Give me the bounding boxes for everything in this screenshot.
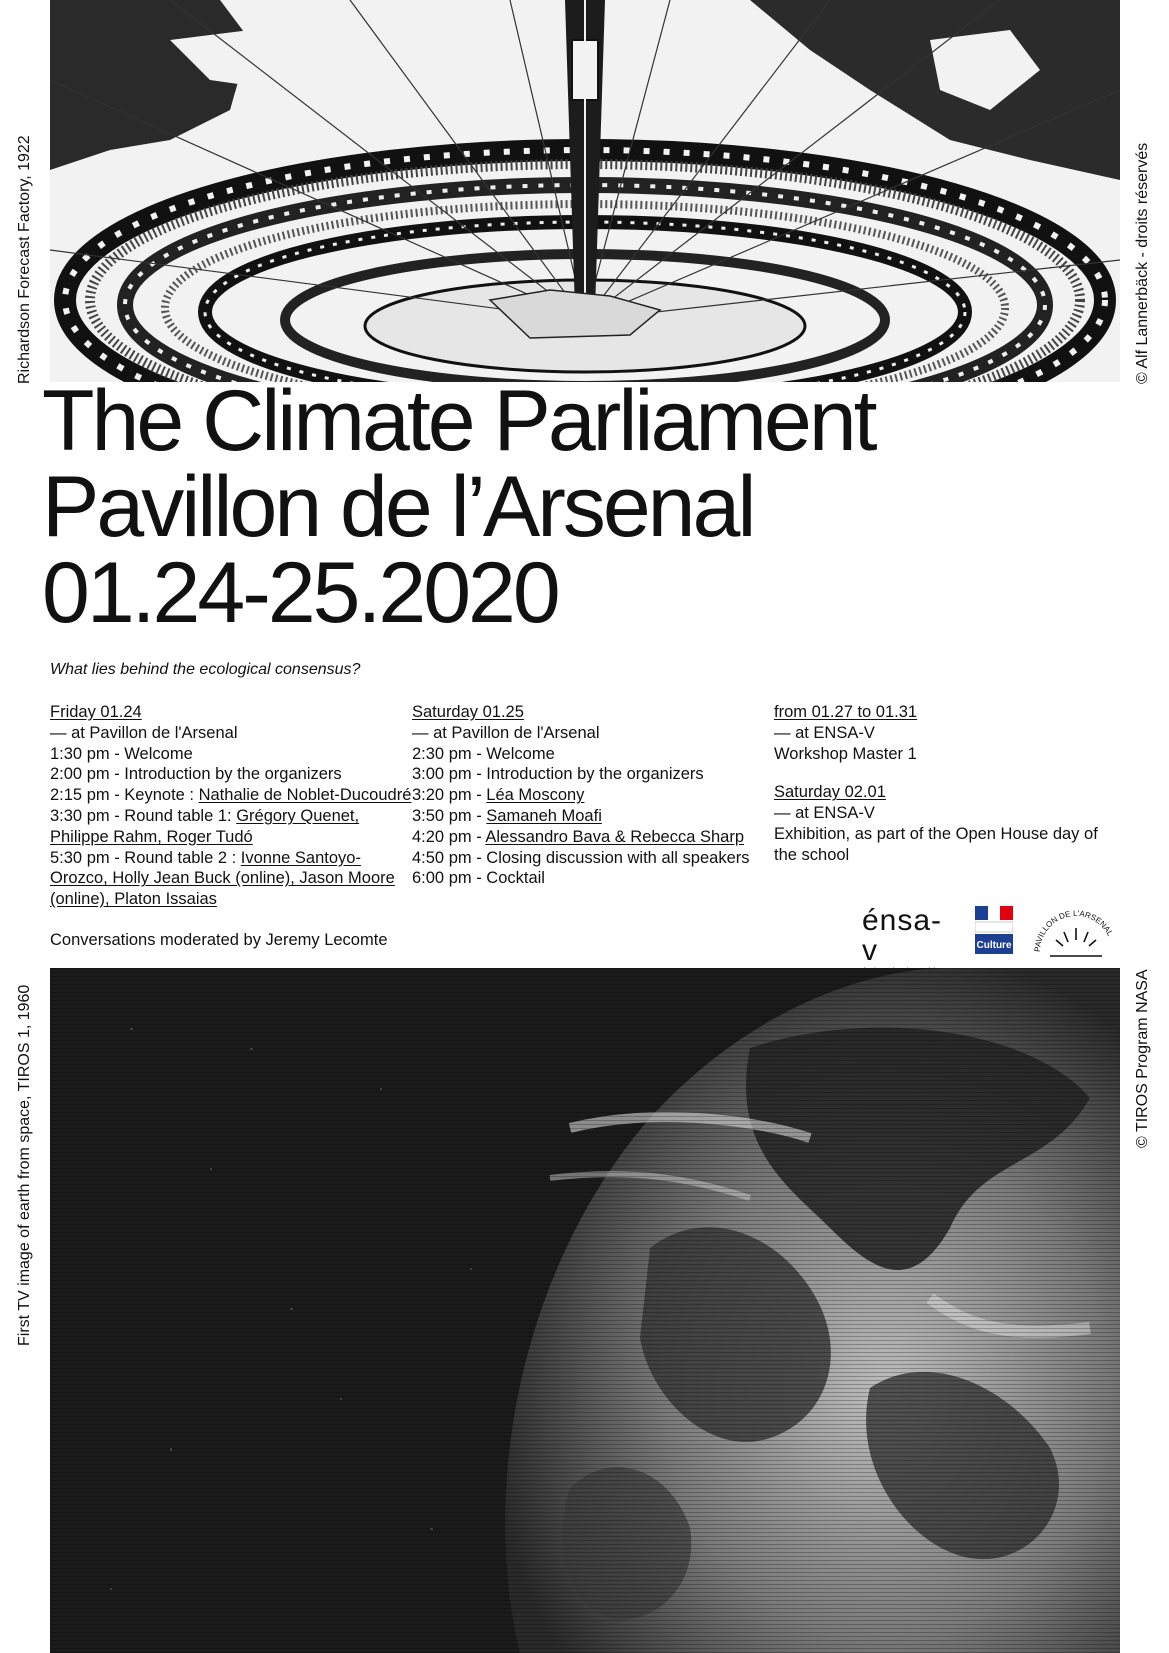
s3-speaker: Alessandro Bava & Rebecca Sharp bbox=[485, 827, 745, 846]
saturday-session-3 bbox=[412, 827, 764, 848]
friday-keynote bbox=[50, 785, 412, 806]
s1-time: 3:20 pm - bbox=[412, 786, 487, 805]
rt1-speakers-a: Grégory Quenet, bbox=[236, 806, 360, 825]
saturday-intro: 3:00 pm - Introduction by the organizers bbox=[412, 765, 704, 784]
saturday-venue: — at Pavillon de l'Arsenal bbox=[412, 723, 600, 742]
tiros-earth-image bbox=[50, 968, 1120, 1653]
workshop-venue: — at ENSA-V bbox=[774, 723, 875, 742]
s3-time: 4:20 pm - bbox=[412, 827, 486, 846]
workshop-title: Workshop Master 1 bbox=[774, 744, 917, 763]
exhibition-venue: — at ENSA-V bbox=[774, 804, 875, 823]
saturday-welcome: 2:30 pm - Welcome bbox=[412, 744, 555, 763]
rt1-time: 3:30 pm - Round table 1: bbox=[50, 806, 237, 825]
friday-venue: — at Pavillon de l'Arsenal bbox=[50, 723, 238, 742]
pavillon-arsenal-logo bbox=[1030, 900, 1120, 960]
rt2-speakers-a: Ivonne Santoyo- bbox=[240, 848, 361, 867]
rt2-speakers-b: Orozco, Holly Jean Buck (online), Jason Moore bbox=[50, 869, 395, 888]
ensav-logo-mark: énsa-v bbox=[862, 904, 943, 967]
s2-time: 3:50 pm - bbox=[412, 806, 487, 825]
friday-keynote-time: 2:15 pm - Keynote : bbox=[50, 786, 199, 805]
saturday-closing: 4:50 pm - Closing discussion with all speakers bbox=[412, 848, 750, 867]
moderator-note: Conversations moderated by Jeremy Lecomte bbox=[50, 931, 388, 949]
friday-heading: Friday 01.24 bbox=[50, 703, 142, 721]
title-line-1: The Climate Parliament bbox=[42, 373, 875, 469]
s1-speaker: Léa Moscony bbox=[486, 786, 585, 805]
workshop-heading: from 01.27 to 01.31 bbox=[774, 703, 918, 721]
forecast-factory-engraving bbox=[50, 0, 1120, 382]
workshop-block bbox=[774, 702, 1126, 764]
rt1-speakers-b: Philippe Rahm, Roger Tudó bbox=[50, 827, 253, 846]
title-line-3: 01.24-25.2020 bbox=[42, 545, 558, 641]
ministry-culture-logo bbox=[975, 906, 1013, 954]
ensav-program bbox=[774, 702, 1126, 866]
exhibition-desc-b: the school bbox=[774, 845, 850, 864]
saturday-program bbox=[412, 702, 764, 889]
rt2-time: 5:30 pm - Round table 2 : bbox=[50, 848, 241, 867]
bottom-image-caption: First TV image of earth from space, TIROS 1, 1960 bbox=[16, 984, 33, 1346]
bottom-image-credit: © TIROS Program NASA bbox=[1134, 969, 1151, 1148]
culture-logo-text: Culture bbox=[976, 940, 1012, 951]
exhibition-block bbox=[774, 782, 1126, 865]
friday-welcome: 1:30 pm - Welcome bbox=[50, 744, 193, 763]
exhibition-heading: Saturday 02.01 bbox=[774, 783, 886, 802]
friday-program bbox=[50, 702, 412, 910]
rt2-speakers-c: (online), Platon Issaias bbox=[50, 890, 217, 909]
s2-speaker: Samaneh Moafi bbox=[486, 806, 602, 825]
saturday-cocktail: 6:00 pm - Cocktail bbox=[412, 869, 545, 888]
saturday-session-2 bbox=[412, 806, 764, 827]
keynote-speaker: Nathalie de Noblet-Ducoudré bbox=[198, 786, 412, 805]
friday-intro: 2:00 pm - Introduction by the organizers bbox=[50, 765, 342, 784]
top-image-credit: © Alf Lannerbäck - droits réservés bbox=[1134, 142, 1151, 384]
saturday-session-1 bbox=[412, 785, 764, 806]
title-line-2: Pavillon de l’Arsenal bbox=[42, 459, 754, 555]
top-image-caption: Richardson Forecast Factory, 1922 bbox=[16, 135, 33, 384]
tagline: What lies behind the ecological consensus? bbox=[50, 661, 361, 678]
poster-title bbox=[42, 373, 875, 641]
friday-round-table-1 bbox=[50, 806, 402, 827]
friday-round-table-2 bbox=[50, 848, 402, 869]
saturday-heading: Saturday 01.25 bbox=[412, 703, 524, 721]
pavillon-logo-text: PAVILLON DE L'ARSENAL bbox=[1032, 908, 1115, 953]
svg-text:PAVILLON DE L'ARSENAL bbox=[1033, 909, 1115, 952]
exhibition-desc-a: Exhibition, as part of the Open House day of bbox=[774, 824, 1098, 843]
